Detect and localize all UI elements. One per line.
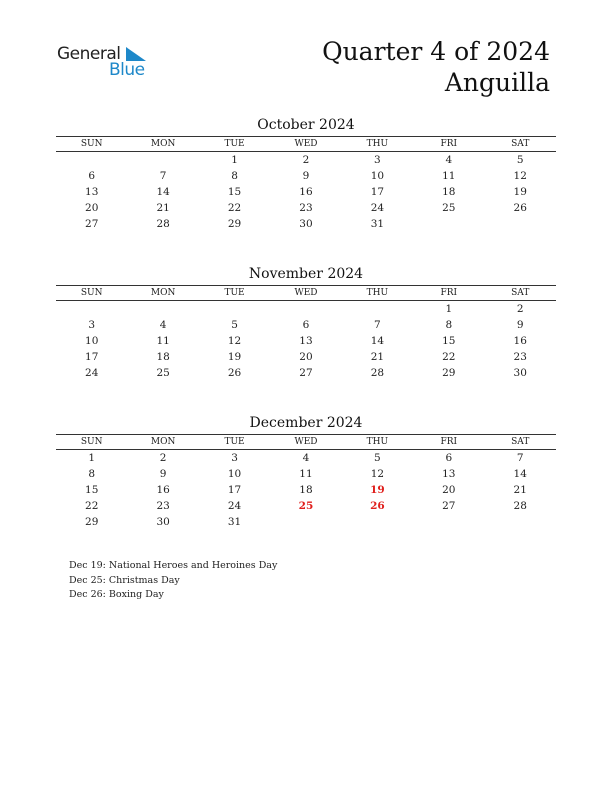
- day-cell: 6: [445, 452, 453, 464]
- generalblue-logo: [57, 44, 157, 84]
- day-cell: 4: [159, 319, 167, 331]
- day-cell: 17: [370, 186, 385, 198]
- day-cell: 24: [85, 367, 99, 379]
- day-cell: 9: [516, 319, 524, 331]
- weekday-header: THU: [366, 139, 389, 149]
- day-cell: 2: [302, 154, 310, 166]
- month-title: October 2024: [257, 117, 355, 133]
- day-cell: 27: [299, 367, 313, 379]
- weekday-header: SUN: [80, 139, 103, 149]
- day-cell: [199, 301, 270, 317]
- weekday-header: SUN: [80, 288, 103, 298]
- day-cell: 8: [231, 170, 238, 182]
- day-cell: 7: [374, 319, 381, 331]
- day-cell: 15: [442, 335, 456, 347]
- day-cell: [127, 301, 198, 317]
- day-cell: 21: [513, 484, 527, 496]
- weekday-header: FRI: [440, 288, 458, 298]
- day-cell: 19: [227, 351, 242, 363]
- day-cell: 19: [513, 186, 527, 198]
- day-cell: 31: [370, 218, 385, 230]
- day-cell: 2: [516, 303, 524, 315]
- day-cell: 12: [227, 335, 242, 347]
- week-row: [56, 184, 556, 200]
- day-cell: [127, 152, 198, 168]
- day-cell: 10: [227, 468, 242, 480]
- day-cell: [342, 301, 413, 317]
- day-cell: 17: [85, 351, 99, 363]
- day-cell: 16: [299, 186, 313, 198]
- day-cell: 22: [227, 202, 242, 214]
- week-row: [56, 333, 556, 349]
- day-cell: [270, 301, 341, 317]
- day-cell: 26: [513, 202, 527, 214]
- week-row: [56, 514, 556, 530]
- day-cell: 13: [442, 468, 456, 480]
- day-cell: 5: [374, 452, 381, 464]
- weekday-header: FRI: [440, 139, 458, 149]
- weekday-header: WED: [294, 437, 318, 447]
- page-subtitle: Anguilla: [444, 68, 550, 97]
- day-cell: 3: [231, 452, 238, 464]
- weekday-header: TUE: [224, 288, 245, 298]
- week-row: [56, 152, 556, 168]
- day-cell: 24: [227, 500, 242, 512]
- day-cell: 29: [85, 516, 99, 528]
- day-cell: 16: [513, 335, 527, 347]
- day-cell: 11: [299, 468, 313, 480]
- day-cell: 21: [370, 351, 385, 363]
- weekday-header: THU: [366, 437, 389, 447]
- holiday-list: [69, 559, 277, 603]
- day-cell: 5: [231, 319, 238, 331]
- day-cell: 30: [156, 516, 170, 528]
- day-cell: 7: [159, 170, 167, 182]
- weekday-header: SAT: [511, 437, 530, 447]
- day-cell: 23: [156, 500, 170, 512]
- weekday-header: WED: [294, 139, 318, 149]
- day-cell: 3: [88, 319, 96, 331]
- day-cell: 22: [85, 500, 99, 512]
- weekday-header: MON: [150, 288, 176, 298]
- day-cell: 3: [374, 154, 381, 166]
- logo-text-blue: Blue: [109, 60, 145, 80]
- day-cell: 18: [299, 484, 313, 496]
- day-cell: 28: [156, 218, 170, 230]
- day-cell: 27: [442, 500, 456, 512]
- day-cell: 7: [516, 452, 524, 464]
- day-cell: 15: [227, 186, 242, 198]
- day-cell: 18: [442, 186, 456, 198]
- holiday-day-cell: 25: [298, 500, 314, 512]
- holiday-day-cell: 19: [370, 484, 385, 496]
- day-cell: 9: [302, 170, 310, 182]
- day-cell: [485, 216, 556, 232]
- month-october: [56, 115, 556, 232]
- day-cell: 25: [156, 367, 170, 379]
- day-cell: 23: [513, 351, 527, 363]
- day-cell: 25: [442, 202, 456, 214]
- day-cell: 17: [227, 484, 242, 496]
- day-cell: 18: [156, 351, 170, 363]
- day-cell: 28: [370, 367, 385, 379]
- day-cell: 30: [299, 218, 313, 230]
- day-cell: 29: [227, 218, 242, 230]
- day-cell: 26: [227, 367, 242, 379]
- week-row: [56, 349, 556, 365]
- day-cell: 10: [370, 170, 385, 182]
- day-cell: 12: [370, 468, 385, 480]
- day-cell: 20: [85, 202, 99, 214]
- month-november: [56, 264, 556, 381]
- week-row: [56, 450, 556, 466]
- day-cell: 6: [88, 170, 96, 182]
- day-cell: 13: [85, 186, 99, 198]
- holiday-item: Dec 26: Boxing Day: [69, 589, 164, 600]
- day-cell: 5: [516, 154, 524, 166]
- day-cell: 4: [445, 154, 453, 166]
- day-cell: 16: [156, 484, 170, 496]
- day-cell: 20: [442, 484, 456, 496]
- month-title: November 2024: [248, 266, 364, 282]
- day-cell: 23: [299, 202, 313, 214]
- day-cell: 1: [231, 154, 238, 166]
- day-cell: 12: [513, 170, 527, 182]
- weekday-header-row: [56, 286, 556, 301]
- holiday-item: Dec 25: Christmas Day: [69, 574, 180, 586]
- day-cell: 14: [156, 186, 170, 198]
- day-cell: [485, 514, 556, 530]
- weekday-header: FRI: [440, 437, 458, 447]
- month-december: [56, 413, 556, 530]
- day-cell: [56, 152, 127, 168]
- day-cell: 1: [88, 452, 96, 464]
- weekday-header: MON: [150, 139, 176, 149]
- day-cell: 14: [513, 468, 527, 480]
- day-cell: 10: [85, 335, 99, 347]
- day-cell: 14: [370, 335, 385, 347]
- week-row: [56, 466, 556, 482]
- day-cell: 15: [85, 484, 99, 496]
- week-row: [56, 498, 556, 514]
- day-cell: 28: [513, 500, 527, 512]
- page-title: Quarter 4 of 2024: [322, 37, 550, 66]
- week-row: [56, 200, 556, 216]
- weekday-header: SAT: [511, 288, 530, 298]
- day-cell: 27: [85, 218, 99, 230]
- week-row: [56, 216, 556, 232]
- week-row: [56, 317, 556, 333]
- day-cell: 20: [299, 351, 313, 363]
- page-title-block: [322, 36, 550, 98]
- weekday-header: TUE: [224, 139, 245, 149]
- day-cell: 22: [442, 351, 456, 363]
- week-row: [56, 365, 556, 381]
- day-cell: [270, 514, 341, 530]
- day-cell: 11: [156, 335, 170, 347]
- day-cell: 21: [156, 202, 170, 214]
- week-row: [56, 301, 556, 317]
- day-cell: 8: [88, 468, 96, 480]
- day-cell: 24: [370, 202, 385, 214]
- holiday-day-cell: 26: [370, 500, 385, 512]
- day-cell: 9: [159, 468, 167, 480]
- day-cell: [413, 216, 484, 232]
- holiday-item: Dec 19: National Heroes and Heroines Day: [69, 560, 278, 571]
- weekday-header-row: [56, 435, 556, 450]
- day-cell: [56, 301, 127, 317]
- day-cell: 30: [513, 367, 527, 379]
- day-cell: 29: [442, 367, 456, 379]
- weekday-header: SUN: [80, 437, 103, 447]
- weekday-header: THU: [366, 288, 389, 298]
- weekday-header: WED: [294, 288, 318, 298]
- day-cell: 6: [302, 319, 310, 331]
- day-cell: 13: [299, 335, 313, 347]
- day-cell: 31: [227, 516, 242, 528]
- day-cell: 8: [445, 319, 453, 331]
- month-title: December 2024: [249, 415, 363, 431]
- day-cell: 11: [442, 170, 456, 182]
- day-cell: 4: [302, 452, 310, 464]
- week-row: [56, 482, 556, 498]
- weekday-header: SAT: [511, 139, 530, 149]
- day-cell: [413, 514, 484, 530]
- day-cell: 2: [159, 452, 167, 464]
- day-cell: [342, 514, 413, 530]
- weekday-header: MON: [150, 437, 176, 447]
- weekday-header-row: [56, 137, 556, 152]
- logo-text-general: General: [57, 44, 121, 64]
- weekday-header: TUE: [224, 437, 245, 447]
- day-cell: 1: [445, 303, 453, 315]
- week-row: [56, 168, 556, 184]
